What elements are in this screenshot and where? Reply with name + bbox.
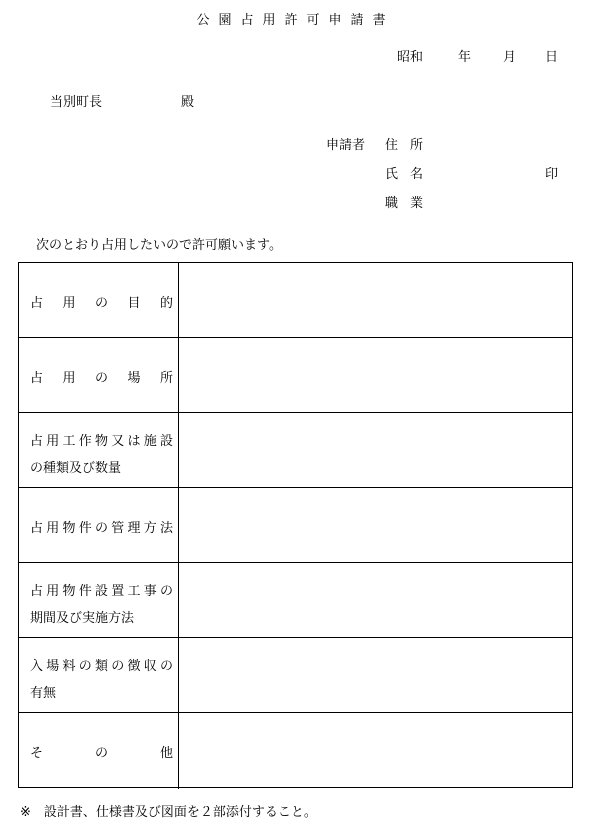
label-cell — [19, 263, 179, 337]
structures-field[interactable] — [179, 413, 572, 487]
row-label-line1: 入場料の類の徴収の — [30, 659, 173, 674]
row-label-line2: 期間及び実施方法 — [30, 611, 135, 626]
date-day-label: 日 — [545, 50, 559, 65]
label-cell — [19, 563, 179, 637]
address-label: 住所 — [385, 138, 436, 153]
row-label-line2: 有無 — [30, 686, 57, 701]
addressee-name: 当別町長 — [50, 95, 103, 110]
other-field[interactable] — [179, 713, 572, 789]
name-label: 氏名 — [385, 167, 436, 182]
applicant-label: 申請者 — [326, 138, 366, 153]
footnote: ※ 設計書、仕様書及び図面を２部添付すること。 — [20, 805, 317, 820]
row-label: 占用の目的 — [30, 296, 173, 311]
row-label: 占用物件の管理方法 — [30, 521, 173, 536]
label-cell — [19, 638, 179, 712]
date-era: 昭和 — [397, 50, 424, 65]
row-label: 占用の場所 — [30, 371, 173, 386]
seal-mark: 印 — [545, 167, 559, 182]
label-cell — [19, 338, 179, 412]
table-row-structures — [19, 413, 572, 488]
label-cell — [19, 713, 179, 789]
label-cell — [19, 413, 179, 487]
management-field[interactable] — [179, 488, 572, 562]
intro-text: 次のとおり占用したいので許可願います。 — [36, 238, 282, 253]
label-cell — [19, 488, 179, 562]
admission-fee-field[interactable] — [179, 638, 572, 712]
construction-field[interactable] — [179, 563, 572, 637]
table-row-purpose — [19, 263, 572, 338]
table-row-other — [19, 713, 572, 789]
location-field[interactable] — [179, 338, 572, 412]
purpose-field[interactable] — [179, 263, 572, 337]
application-table — [18, 262, 573, 788]
row-label: その他 — [30, 746, 173, 761]
row-label-line1: 占用工作物又は施設 — [30, 434, 173, 449]
row-label-line1: 占用物件設置工事の — [30, 584, 173, 599]
row-label-line2: の種類及び数量 — [30, 461, 122, 476]
occupation-label: 職業 — [385, 196, 436, 211]
table-row-construction — [19, 563, 572, 638]
date-month-label: 月 — [503, 50, 517, 65]
addressee-honorific: 殿 — [181, 95, 195, 110]
table-row-location — [19, 338, 572, 413]
date-year-label: 年 — [458, 50, 472, 65]
form-title: 公園占用許可申請書 — [196, 13, 395, 28]
table-row-admission-fee — [19, 638, 572, 713]
table-row-management — [19, 488, 572, 563]
